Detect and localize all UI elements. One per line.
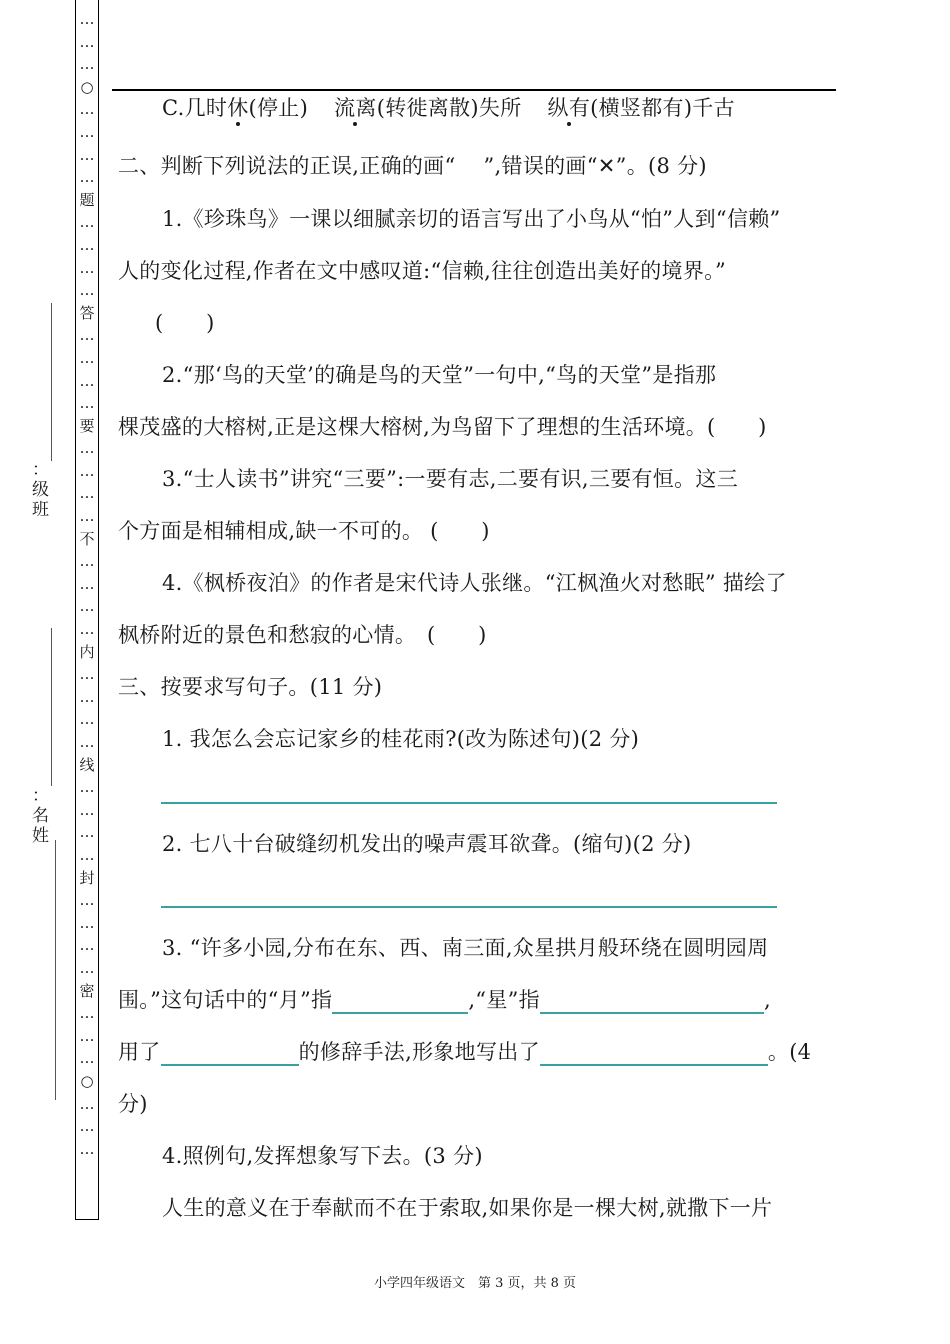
binding-glyph: … bbox=[79, 891, 95, 910]
binding-seal-text bbox=[76, 8, 98, 1160]
binding-glyph: ○ bbox=[80, 1071, 94, 1090]
binding-glyph: … bbox=[79, 1049, 95, 1068]
binding-glyph: 题 bbox=[79, 190, 95, 209]
judge-q1-line2: 人的变化过程,作者在文中感叹道:“信赖,往往创造出美好的境界。” bbox=[118, 259, 726, 283]
section3-heading: 三、按要求写句子。(11 分) bbox=[118, 675, 383, 699]
binding-glyph: … bbox=[79, 936, 95, 955]
rewrite-q4: 4.照例句,发挥想象写下去。(3 分) bbox=[162, 1144, 483, 1168]
binding-glyph: … bbox=[79, 597, 95, 616]
rewrite-q4-example: 人生的意义在于奉献而不在于索取,如果你是一棵大树,就撒下一片 bbox=[162, 1196, 773, 1220]
binding-glyph: 线 bbox=[79, 755, 95, 774]
binding-glyph: … bbox=[79, 10, 95, 28]
name-label-glyph: 姓 bbox=[32, 826, 49, 846]
binding-margin bbox=[75, 0, 99, 1220]
binding-glyph: … bbox=[79, 484, 95, 503]
binding-glyph: 要 bbox=[79, 416, 95, 435]
rewrite-q3-line2: 围。”这句话中的“月”指 ,“星”指 , bbox=[118, 988, 771, 1012]
binding-glyph: … bbox=[79, 1026, 95, 1045]
class-label bbox=[32, 460, 49, 520]
judge-q4-line1: 4.《枫桥夜泊》的作者是宋代诗人张继。“江枫渔火对愁眠” 描绘了 bbox=[162, 571, 787, 595]
binding-glyph: … bbox=[79, 710, 95, 729]
binding-glyph: … bbox=[79, 574, 95, 593]
rewrite-q2: 2. 七八十台破缝纫机发出的噪声震耳欲聋。(缩句)(2 分) bbox=[162, 832, 692, 856]
name-label-glyph: ： bbox=[32, 786, 49, 806]
answer-line-q1[interactable] bbox=[161, 802, 777, 804]
binding-glyph: … bbox=[79, 823, 95, 842]
binding-glyph: … bbox=[79, 168, 95, 187]
rewrite-q3-line1: 3. “许多小园,分布在东、西、南三面,众星拱月般环绕在圆明园周 bbox=[162, 936, 769, 960]
binding-glyph: … bbox=[79, 1004, 95, 1023]
binding-glyph: 内 bbox=[79, 642, 95, 661]
binding-glyph: 封 bbox=[79, 868, 95, 887]
binding-glyph: … bbox=[79, 778, 95, 797]
binding-glyph: … bbox=[79, 439, 95, 458]
binding-glyph: … bbox=[79, 348, 95, 367]
binding-glyph: 密 bbox=[79, 981, 95, 1000]
binding-glyph: 不 bbox=[79, 529, 95, 548]
binding-glyph: … bbox=[79, 235, 95, 254]
binding-glyph: … bbox=[79, 1139, 95, 1158]
blank-moon[interactable] bbox=[332, 990, 468, 1014]
answer-line-q2[interactable] bbox=[161, 906, 777, 908]
option-c: C.几时休(停止) 流离(转徙离散)失所 纵有(横竖都有)千古 bbox=[162, 96, 735, 120]
name-label bbox=[32, 786, 49, 846]
blank-description[interactable] bbox=[540, 1042, 768, 1066]
judge-q2-line2: 棵茂盛的大榕树,正是这棵大榕树,为鸟留下了理想的生活环境。( ) bbox=[118, 415, 767, 439]
binding-glyph: … bbox=[79, 507, 95, 526]
class-label-glyph: ： bbox=[32, 460, 49, 480]
cross-icon: ✕ bbox=[597, 154, 616, 178]
binding-glyph: … bbox=[79, 733, 95, 751]
binding-glyph: … bbox=[79, 213, 95, 232]
judge-q2-line1: 2.“那‘鸟的天堂’的确是鸟的天堂”一句中,“鸟的天堂”是指那 bbox=[162, 363, 717, 387]
judge-q1-answer[interactable]: ( ) bbox=[155, 311, 215, 335]
class-label-glyph: 级 bbox=[32, 480, 49, 500]
binding-glyph: … bbox=[79, 371, 95, 390]
header-rule bbox=[112, 89, 836, 91]
binding-glyph: … bbox=[79, 620, 95, 639]
judge-q3-line2: 个方面是相辅相成,缺一不可的。 ( ) bbox=[118, 519, 490, 543]
blank-stars[interactable] bbox=[540, 990, 764, 1014]
margin-rule bbox=[55, 840, 56, 1100]
binding-glyph: … bbox=[79, 800, 95, 819]
binding-glyph: … bbox=[79, 845, 95, 864]
binding-glyph: 答 bbox=[79, 303, 95, 322]
name-label-glyph: 名 bbox=[32, 806, 49, 826]
binding-glyph: … bbox=[79, 32, 95, 51]
binding-glyph: … bbox=[79, 913, 95, 932]
binding-glyph: … bbox=[79, 122, 95, 141]
binding-glyph: … bbox=[79, 552, 95, 571]
class-underline bbox=[51, 303, 52, 461]
binding-glyph: ○ bbox=[80, 77, 94, 96]
rewrite-q3-line3: 用了 的修辞手法,形象地写出了 。(4 bbox=[118, 1040, 812, 1064]
class-label-glyph: 班 bbox=[32, 500, 49, 520]
rewrite-q3-line4: 分) bbox=[118, 1092, 148, 1116]
binding-glyph: … bbox=[79, 394, 95, 413]
blank-rhetoric[interactable] bbox=[161, 1042, 299, 1066]
judge-q4-line2: 枫桥附近的景色和愁寂的心情。 ( ) bbox=[118, 623, 487, 647]
binding-glyph: … bbox=[79, 145, 95, 164]
binding-glyph: … bbox=[79, 55, 95, 74]
binding-glyph: … bbox=[79, 258, 95, 277]
binding-glyph: … bbox=[79, 958, 95, 977]
binding-glyph: … bbox=[79, 1094, 95, 1113]
judge-q1-line1: 1.《珍珠鸟》一课以细腻亲切的语言写出了小鸟从“怕”人到“信赖” bbox=[162, 207, 781, 231]
emphasis-word: 流离 bbox=[334, 96, 377, 120]
binding-glyph: … bbox=[79, 1117, 95, 1136]
emphasis-word: 休 bbox=[227, 96, 249, 120]
section2-heading: 二、判断下列说法的正误,正确的画“ ”,错误的画“✕”。(8 分) bbox=[118, 154, 707, 178]
judge-q3-line1: 3.“士人读书”讲究“三要”:一要有志,二要有识,三要有恒。这三 bbox=[162, 467, 739, 491]
rewrite-q1: 1. 我怎么会忘记家乡的桂花雨?(改为陈述句)(2 分) bbox=[162, 727, 640, 751]
name-underline bbox=[51, 628, 52, 786]
page-footer: 小学四年级语文 第 3 页，共 8 页 bbox=[373, 1276, 577, 1291]
binding-glyph: … bbox=[79, 100, 95, 119]
binding-glyph: … bbox=[79, 326, 95, 345]
emphasis-word: 纵有 bbox=[547, 96, 591, 120]
binding-glyph: … bbox=[79, 687, 95, 706]
binding-glyph: … bbox=[79, 665, 95, 684]
binding-glyph: … bbox=[79, 281, 95, 300]
binding-glyph: … bbox=[79, 461, 95, 480]
